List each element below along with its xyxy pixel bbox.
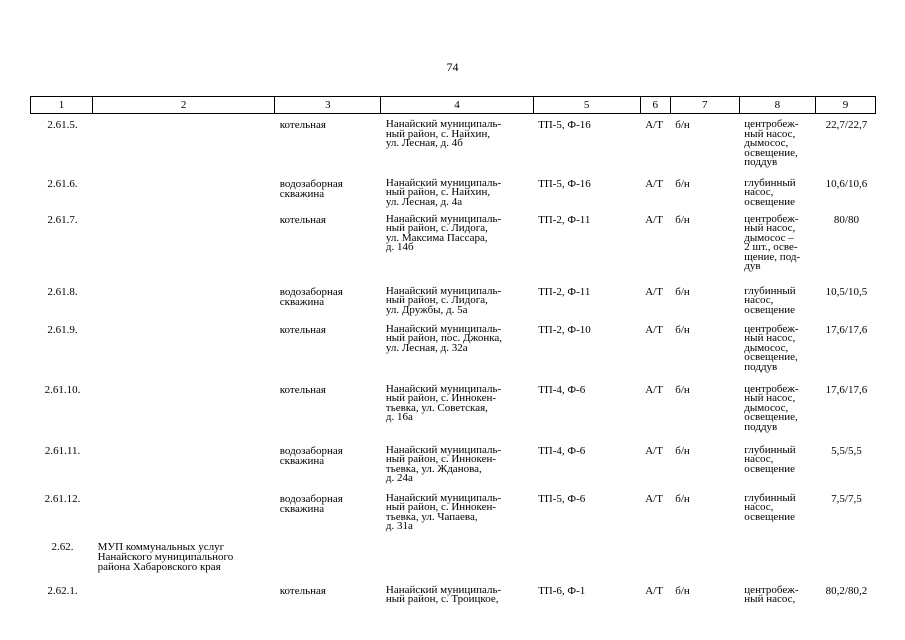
item-number-cell: 2.62. — [51, 540, 74, 553]
meter-number-cell: б/н — [675, 444, 690, 457]
power-value-cell: 5,5/5,5 — [831, 444, 862, 457]
address-cell: Нанайский муниципаль- ный район, с. Лидога, ул. Дружбы, д. 5а — [385, 284, 502, 316]
ownership-cell: А/Т — [645, 444, 663, 457]
table-row — [31, 379, 876, 440]
item-number-cell: 2.61.6. — [47, 177, 78, 190]
feeder-cell: ТП-5, Ф-16 — [538, 119, 591, 131]
organization-cell: МУП коммунальных услуг Нанайского муниципального района Хабаровского края — [97, 540, 234, 573]
equipment-cell: центробеж- ный насос, дымосос, освещение, поддув — [744, 322, 799, 373]
table-row — [31, 173, 876, 209]
item-number-cell: 2.61.8. — [47, 285, 78, 298]
table-row — [31, 580, 876, 620]
ownership-cell: А/Т — [645, 177, 663, 190]
organization-cell — [93, 209, 275, 281]
equipment-cell: центробеж- ный насос, дымосос, освещение, поддув — [744, 382, 799, 433]
meter-number-cell: б/н — [675, 119, 690, 131]
ownership-cell: А/Т — [645, 213, 663, 226]
data-table — [30, 96, 876, 620]
ownership-cell: А/Т — [645, 285, 663, 298]
ownership-cell: А/Т — [645, 584, 663, 597]
facility-type-cell: котельная — [279, 213, 326, 226]
feeder-cell: ТП-5, Ф-16 — [538, 177, 591, 190]
column-number: 7 — [670, 97, 739, 114]
item-number-cell: 2.61.9. — [47, 323, 78, 336]
address-cell: Нанайский муниципаль- ный район, с. Найхин, ул. Лесная, д. 4а — [385, 176, 502, 208]
item-number-cell: 2.61.5. — [47, 119, 78, 131]
table-row — [31, 114, 876, 173]
item-number-cell: 2.62.1. — [47, 584, 78, 597]
column-number: 1 — [31, 97, 93, 114]
power-value-cell: 10,5/10,5 — [825, 285, 868, 298]
table-row — [31, 281, 876, 319]
power-value-cell: 17,6/17,6 — [825, 323, 868, 336]
column-number: 4 — [381, 97, 533, 114]
page-number: 74 — [446, 60, 459, 74]
meter-number-cell — [670, 536, 739, 580]
equipment-cell: глубинный насос, освещение — [744, 491, 796, 523]
facility-type-cell: водозаборная скважина — [279, 444, 343, 467]
column-number: 8 — [739, 97, 815, 114]
ownership-cell: А/Т — [645, 323, 663, 336]
power-value-cell: 17,6/17,6 — [825, 383, 868, 396]
ownership-cell — [640, 536, 670, 580]
facility-type-cell: водозаборная скважина — [279, 177, 343, 200]
item-number-cell: 2.61.11. — [44, 444, 81, 457]
power-value-cell: 7,5/7,5 — [831, 492, 862, 505]
organization-cell — [93, 319, 275, 379]
column-number: 9 — [815, 97, 875, 114]
address-cell — [381, 536, 533, 580]
address-cell: Нанайский муниципаль- ный район, с. Иннокен- тьевка, ул. Чапаева, д. 31а — [385, 491, 502, 532]
feeder-cell — [533, 536, 640, 580]
power-value-cell: 80/80 — [833, 213, 859, 226]
ownership-cell: А/Т — [645, 492, 663, 505]
address-cell: Нанайский муниципаль- ный район, с. Иннокен- тьевка, ул. Советская, д. 16а — [385, 382, 502, 423]
address-cell: Нанайский муниципаль- ный район, с. Иннокен- тьевка, ул. Жданова, д. 24а — [385, 443, 502, 484]
item-number-cell: 2.61.7. — [47, 213, 78, 226]
table-row — [31, 488, 876, 536]
equipment-cell: глубинный насос, освещение — [744, 176, 796, 208]
equipment-cell: центробеж- ный насос, дымосос, освещение, поддув — [744, 118, 799, 168]
power-value-cell — [815, 536, 875, 580]
organization-cell — [93, 580, 275, 620]
power-value-cell: 22,7/22,7 — [825, 119, 868, 131]
power-value-cell: 10,6/10,6 — [825, 177, 868, 190]
facility-type-cell — [275, 536, 381, 580]
meter-number-cell: б/н — [675, 492, 690, 505]
facility-type-cell: котельная — [279, 584, 326, 597]
feeder-cell: ТП-2, Ф-11 — [538, 285, 591, 298]
ownership-cell: А/Т — [645, 383, 663, 396]
meter-number-cell: б/н — [675, 323, 690, 336]
meter-number-cell: б/н — [675, 177, 690, 190]
facility-type-cell: котельная — [279, 119, 326, 131]
address-cell: Нанайский муниципаль- ный район, пос. Джонка, ул. Лесная, д. 32а — [385, 322, 503, 354]
feeder-cell: ТП-4, Ф-6 — [538, 383, 586, 396]
table-row — [31, 319, 876, 379]
feeder-cell: ТП-2, Ф-11 — [538, 213, 591, 226]
facility-type-cell: водозаборная скважина — [279, 492, 343, 515]
table-row — [31, 209, 876, 281]
feeder-cell: ТП-4, Ф-6 — [538, 444, 586, 457]
feeder-cell: ТП-5, Ф-6 — [538, 492, 586, 505]
column-number-row — [31, 97, 876, 114]
equipment-cell: глубинный насос, освещение — [744, 443, 796, 475]
organization-cell — [93, 488, 275, 536]
ownership-cell: А/Т — [645, 119, 663, 131]
organization-cell — [93, 173, 275, 209]
organization-cell — [93, 440, 275, 488]
address-cell: Нанайский муниципаль- ный район, с. Троицкое, — [385, 583, 502, 605]
equipment-cell: центробеж- ный насос, — [744, 583, 799, 605]
column-number: 3 — [275, 97, 381, 114]
equipment-cell — [739, 536, 815, 580]
equipment-cell: глубинный насос, освещение — [744, 284, 796, 316]
item-number-cell: 2.61.10. — [44, 383, 81, 396]
column-number: 2 — [93, 97, 275, 114]
facility-type-cell: водозаборная скважина — [279, 285, 343, 308]
facility-type-cell: котельная — [279, 383, 326, 396]
organization-cell — [93, 281, 275, 319]
item-number-cell: 2.61.12. — [44, 492, 81, 505]
column-number: 6 — [640, 97, 670, 114]
meter-number-cell: б/н — [675, 213, 690, 226]
organization-cell — [93, 379, 275, 440]
facility-type-cell: котельная — [279, 323, 326, 336]
table-row — [31, 536, 876, 580]
column-number: 5 — [533, 97, 640, 114]
address-cell: Нанайский муниципаль- ный район, с. Лидога, ул. Максима Пассара, д. 14б — [385, 212, 502, 253]
meter-number-cell: б/н — [675, 383, 690, 396]
meter-number-cell: б/н — [675, 285, 690, 298]
table-row — [31, 440, 876, 488]
meter-number-cell: б/н — [675, 584, 690, 597]
organization-cell — [93, 114, 275, 173]
power-value-cell: 80,2/80,2 — [825, 584, 868, 597]
equipment-cell: центробеж- ный насос, дымосос – 2 шт., осве- щение, под- дув — [744, 212, 801, 272]
feeder-cell: ТП-2, Ф-10 — [538, 323, 591, 336]
feeder-cell: ТП-6, Ф-1 — [538, 584, 586, 597]
address-cell: Нанайский муниципаль- ный район, с. Найхин, ул. Лесная, д. 4б — [385, 118, 502, 149]
